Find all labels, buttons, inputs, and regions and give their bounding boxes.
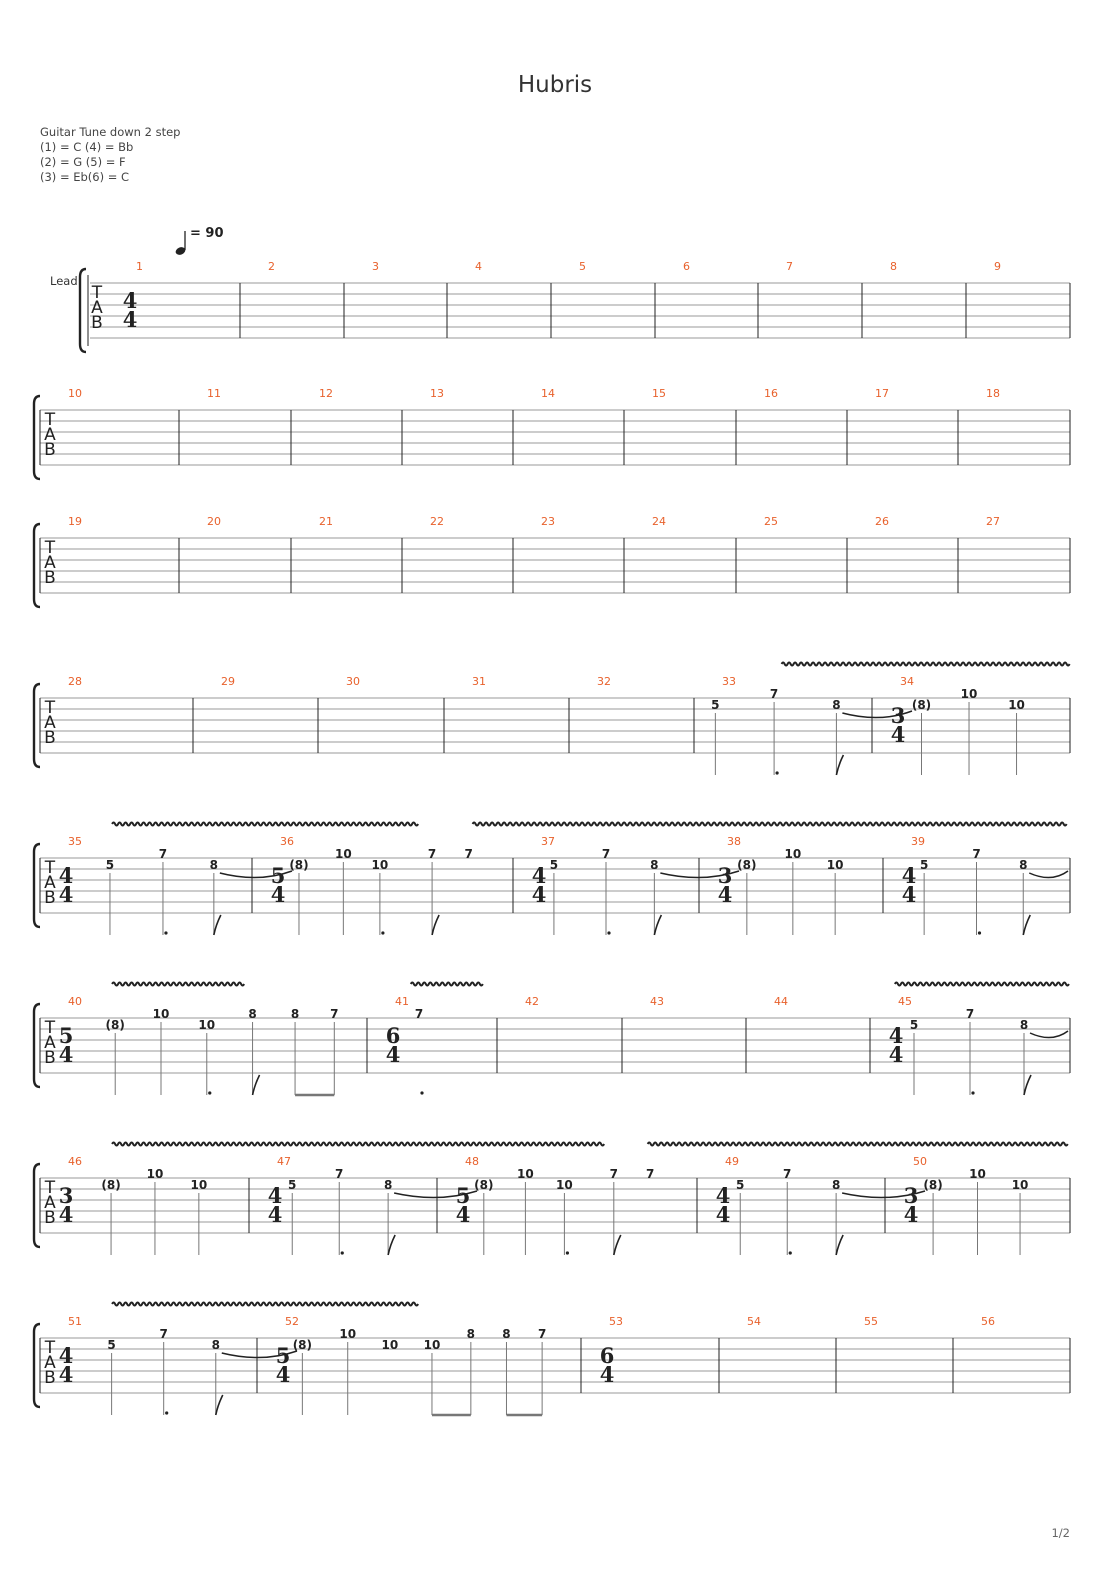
system-bracket [34, 1324, 40, 1407]
measure-number: 14 [541, 387, 555, 400]
tab-clef-letter: A [91, 298, 103, 318]
rhythm-dot [420, 1091, 423, 1094]
measure-number: 6 [683, 260, 690, 273]
fret-number: 10 [334, 847, 352, 861]
page-number: 1/2 [1051, 1526, 1070, 1540]
measure-number: 49 [725, 1155, 739, 1168]
time-signature-top: 4 [715, 1183, 731, 1208]
tab-clef-letter: T [44, 858, 56, 878]
fret-number: 7 [601, 847, 611, 861]
fret-number: 8 [248, 1007, 257, 1021]
measure-number: 53 [609, 1315, 623, 1328]
measure-number: 30 [346, 675, 360, 688]
note-flag [388, 1235, 395, 1255]
measure-number: 51 [68, 1315, 82, 1328]
measure-number: 32 [597, 675, 611, 688]
time-signature-top: 4 [901, 863, 917, 888]
measure-number: 47 [277, 1155, 291, 1168]
fret-number: (8) [101, 1178, 121, 1192]
fret-number: (8) [289, 858, 309, 872]
measure-number: 3 [372, 260, 379, 273]
measure-number: 37 [541, 835, 555, 848]
tab-clef-letter: A [44, 1353, 56, 1373]
vibrato-line [112, 823, 418, 826]
fret-number: 7 [464, 847, 473, 861]
measure-number: 33 [722, 675, 736, 688]
note-flag [216, 1395, 223, 1415]
fret-number: 8 [290, 1007, 300, 1021]
fret-number: (8) [923, 1178, 943, 1192]
fret-number: 10 [1011, 1178, 1029, 1192]
measure-number: 45 [898, 995, 912, 1008]
measure-number: 15 [652, 387, 666, 400]
fret-number: 10 [339, 1327, 357, 1341]
note-flag [1023, 915, 1030, 935]
fret-number: 7 [965, 1007, 975, 1021]
measure-number: 8 [890, 260, 897, 273]
fret-number: 8 [831, 1178, 841, 1192]
rhythm-dot [971, 1091, 974, 1094]
tab-clef-letter: T [91, 283, 103, 303]
time-signature-bottom: 4 [122, 307, 138, 332]
tab-clef-letter: T [44, 1018, 56, 1038]
tab-clef-letter: T [44, 538, 56, 558]
time-signature-bottom: 4 [717, 882, 733, 907]
measure-number: 42 [525, 995, 539, 1008]
time-signature-bottom: 4 [275, 1362, 291, 1387]
system-bracket [34, 844, 40, 927]
measure-number: 28 [68, 675, 82, 688]
fret-number: 10 [1008, 698, 1025, 712]
note-flag [654, 915, 661, 935]
rhythm-dot [607, 931, 610, 934]
tuning-heading: Guitar Tune down 2 step [40, 125, 181, 139]
system-bracket [34, 396, 40, 479]
fret-number: 10 [826, 858, 844, 872]
fret-number: 5 [107, 1338, 116, 1352]
fret-number: 7 [609, 1167, 618, 1181]
vibrato-line [411, 983, 483, 986]
rhythm-dot [381, 931, 384, 934]
fret-number: 10 [198, 1018, 216, 1032]
fret-number: 8 [650, 858, 659, 872]
tab-clef-letter: A [44, 873, 56, 893]
fret-number: 8 [832, 698, 841, 712]
measure-number: 54 [747, 1315, 761, 1328]
score-title: Hubris [517, 72, 593, 98]
vibrato-line [473, 823, 1067, 826]
measure-number: 25 [764, 515, 778, 528]
time-signature-bottom: 4 [58, 882, 74, 907]
measure-number: 40 [68, 995, 82, 1008]
measure-number: 38 [727, 835, 741, 848]
tie-arc [1029, 871, 1068, 878]
fret-number: 10 [960, 687, 978, 701]
time-signature-top: 3 [58, 1183, 74, 1208]
tab-clef-letter: B [44, 728, 56, 748]
measure-number: 56 [981, 1315, 995, 1328]
tab-clef-letter: A [44, 1193, 56, 1213]
time-signature-top: 4 [122, 288, 138, 313]
tab-clef-letter: B [91, 313, 103, 333]
measure-number: 35 [68, 835, 82, 848]
note-flag [614, 1235, 621, 1255]
time-signature-bottom: 4 [58, 1362, 74, 1387]
measure-number: 55 [864, 1315, 878, 1328]
system-bracket [34, 524, 40, 607]
fret-number: 7 [646, 1167, 655, 1181]
measure-number: 24 [652, 515, 666, 528]
system-bracket [80, 269, 86, 352]
measure-number: 29 [221, 675, 235, 688]
rhythm-dot [978, 931, 981, 934]
fret-number: 10 [784, 847, 802, 861]
fret-number: 5 [288, 1178, 297, 1192]
fret-number: 10 [190, 1178, 208, 1192]
measure-number: 13 [430, 387, 444, 400]
tuning-line: (1) = C (4) = Bb [40, 140, 134, 154]
vibrato-line [112, 983, 244, 986]
measure-number: 12 [319, 387, 333, 400]
time-signature-bottom: 4 [715, 1202, 731, 1227]
time-signature-top: 4 [58, 863, 74, 888]
time-signature-top: 4 [888, 1023, 904, 1048]
tab-clef-letter: B [44, 888, 56, 908]
fret-number: 7 [330, 1007, 339, 1021]
time-signature-top: 5 [275, 1343, 291, 1368]
fret-number: 8 [1019, 1018, 1029, 1032]
track-name: Lead [50, 274, 78, 288]
measure-number: 17 [875, 387, 889, 400]
measure-number: 11 [207, 387, 221, 400]
rhythm-dot [789, 1251, 792, 1254]
tempo-value: = 90 [190, 226, 224, 241]
fret-number: 10 [517, 1167, 534, 1181]
measure-number: 1 [136, 260, 143, 273]
note-flag [253, 1075, 260, 1095]
system-bracket [34, 1164, 40, 1247]
measure-number: 23 [541, 515, 555, 528]
fret-number: (8) [292, 1338, 313, 1352]
measure-number: 48 [465, 1155, 479, 1168]
rhythm-dot [341, 1251, 344, 1254]
time-signature-bottom: 4 [385, 1042, 401, 1067]
note-flag [836, 1235, 843, 1255]
note-flag [1024, 1075, 1031, 1095]
measure-number: 50 [913, 1155, 927, 1168]
measure-number: 4 [475, 260, 482, 273]
measure-number: 21 [319, 515, 333, 528]
measure-number: 39 [911, 835, 925, 848]
tab-clef-letter: B [44, 568, 56, 588]
time-signature-bottom: 4 [531, 882, 547, 907]
tab-clef-letter: A [44, 425, 56, 445]
time-signature-top: 4 [58, 1343, 74, 1368]
fret-number: 7 [537, 1327, 547, 1341]
rhythm-dot [165, 1411, 168, 1414]
time-signature-bottom: 4 [888, 1042, 904, 1067]
fret-number: (8) [911, 698, 932, 712]
tab-clef-letter: T [44, 1178, 56, 1198]
note-flag [214, 915, 221, 935]
fret-number: 7 [158, 847, 168, 861]
fret-number: 10 [556, 1178, 573, 1192]
tab-clef-letter: T [44, 698, 56, 718]
measure-number: 16 [764, 387, 778, 400]
fret-number: 7 [414, 1007, 424, 1021]
fret-number: 8 [1019, 858, 1028, 872]
fret-number: 7 [335, 1167, 344, 1181]
time-signature-bottom: 4 [599, 1362, 615, 1387]
tab-clef-letter: B [44, 1368, 56, 1388]
fret-number: 7 [769, 687, 779, 701]
time-signature-bottom: 4 [901, 882, 917, 907]
time-signature-bottom: 4 [270, 882, 286, 907]
fret-number: 10 [423, 1338, 441, 1352]
tab-clef-letter: A [44, 713, 56, 733]
measure-number: 19 [68, 515, 82, 528]
fret-number: 7 [159, 1327, 168, 1341]
rhythm-dot [164, 931, 167, 934]
measure-number: 5 [579, 260, 586, 273]
rhythm-dot [776, 771, 779, 774]
fret-number: (8) [474, 1178, 494, 1192]
fret-number: 7 [427, 847, 437, 861]
tuning-line: (2) = G (5) = F [40, 155, 126, 169]
time-signature-top: 5 [270, 863, 286, 888]
fret-number: 5 [909, 1018, 919, 1032]
measure-number: 31 [472, 675, 486, 688]
time-signature-bottom: 4 [890, 722, 906, 747]
system-bracket [34, 1004, 40, 1087]
time-signature-top: 4 [531, 863, 547, 888]
time-signature-top: 3 [890, 703, 906, 728]
system-bracket [34, 684, 40, 767]
time-signature-bottom: 4 [903, 1202, 919, 1227]
measure-number: 26 [875, 515, 889, 528]
note-flag [836, 755, 843, 775]
vibrato-line [112, 1143, 604, 1146]
fret-number: 7 [972, 847, 981, 861]
vibrato-line [648, 1143, 1068, 1146]
tab-clef-letter: A [44, 553, 56, 573]
measure-number: 7 [786, 260, 793, 273]
tuning-line: (3) = Eb(6) = C [40, 170, 130, 184]
measure-number: 20 [207, 515, 221, 528]
fret-number: 10 [381, 1338, 399, 1352]
fret-number: 8 [502, 1327, 511, 1341]
fret-number: 8 [383, 1178, 393, 1192]
vibrato-line [782, 663, 1070, 666]
time-signature-top: 3 [717, 863, 733, 888]
tie-arc [1030, 1031, 1068, 1038]
fret-number: 10 [969, 1167, 986, 1181]
note-flag [432, 915, 439, 935]
measure-number: 27 [986, 515, 1000, 528]
vibrato-line [112, 1303, 418, 1306]
tab-clef-letter: B [44, 1048, 56, 1068]
fret-number: 7 [783, 1167, 792, 1181]
measure-number: 43 [650, 995, 664, 1008]
rhythm-dot [208, 1091, 211, 1094]
rhythm-dot [566, 1251, 569, 1254]
tab-clef-letter: B [44, 1208, 56, 1228]
time-signature-top: 4 [267, 1183, 283, 1208]
fret-number: (8) [737, 858, 757, 872]
fret-number: 8 [209, 858, 219, 872]
tab-clef-letter: A [44, 1033, 56, 1053]
fret-number: 10 [371, 858, 389, 872]
measure-number: 2 [268, 260, 275, 273]
fret-number: 5 [105, 858, 115, 872]
measure-number: 34 [900, 675, 914, 688]
fret-number: 8 [466, 1327, 476, 1341]
time-signature-bottom: 4 [267, 1202, 283, 1227]
measure-number: 9 [994, 260, 1001, 273]
time-signature-bottom: 4 [58, 1202, 74, 1227]
tab-clef-letter: B [44, 440, 56, 460]
time-signature-top: 5 [58, 1023, 74, 1048]
time-signature-bottom: 4 [455, 1202, 471, 1227]
measure-number: 22 [430, 515, 444, 528]
fret-number: (8) [105, 1018, 125, 1032]
tab-clef-letter: T [44, 410, 56, 430]
time-signature-bottom: 4 [58, 1042, 74, 1067]
fret-number: 5 [919, 858, 929, 872]
fret-number: 10 [152, 1007, 170, 1021]
measure-number: 46 [68, 1155, 82, 1168]
measure-number: 41 [395, 995, 409, 1008]
vibrato-line [895, 983, 1069, 986]
measure-number: 18 [986, 387, 1000, 400]
fret-number: 5 [736, 1178, 745, 1192]
tab-clef-letter: T [44, 1338, 56, 1358]
fret-number: 8 [211, 1338, 220, 1352]
time-signature-top: 3 [903, 1183, 919, 1208]
measure-number: 10 [68, 387, 82, 400]
fret-number: 5 [711, 698, 720, 712]
measure-number: 52 [285, 1315, 299, 1328]
measure-number: 44 [774, 995, 788, 1008]
time-signature-top: 6 [599, 1343, 615, 1368]
time-signature-top: 6 [385, 1023, 401, 1048]
fret-number: 10 [146, 1167, 164, 1181]
fret-number: 5 [549, 858, 559, 872]
time-signature-top: 5 [455, 1183, 471, 1208]
measure-number: 36 [280, 835, 294, 848]
